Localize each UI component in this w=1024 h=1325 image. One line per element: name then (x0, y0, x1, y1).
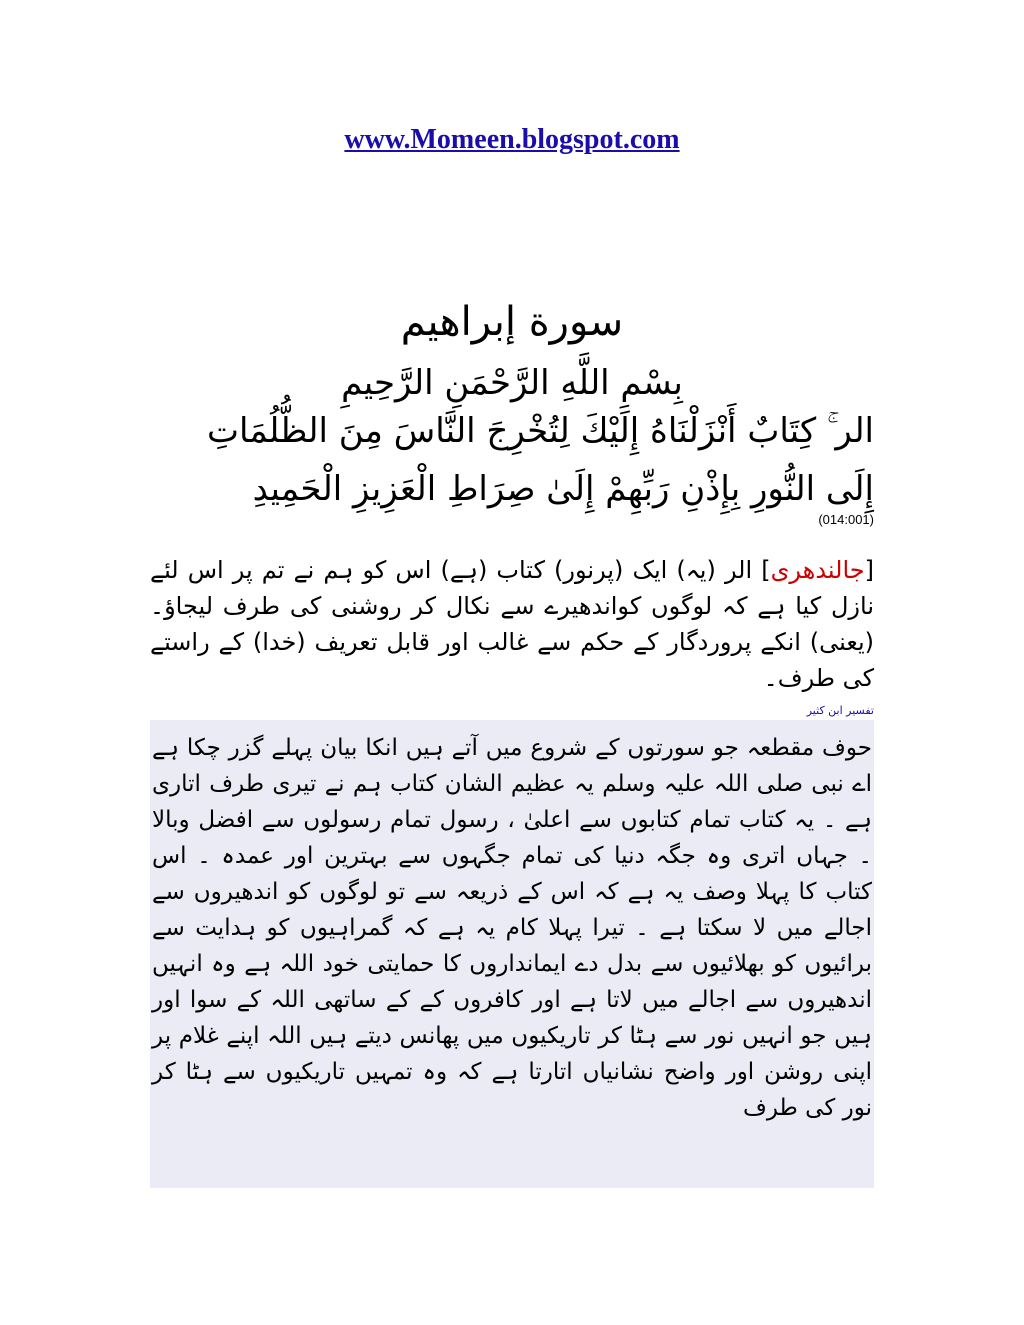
surah-title: سورة إبراهيم (400, 299, 624, 345)
site-link[interactable]: www.Momeen.blogspot.com (344, 124, 680, 155)
translator-name: جالندھری (770, 556, 865, 584)
tafsir-box (150, 720, 874, 1188)
bismillah: بِسْمِ اللَّهِ الرَّحْمَنِ الرَّحِيمِ (341, 363, 683, 403)
translation-paragraph: [جالندھری] الر (یہ) ایک (پرنور) کتاب (ہے) اس کو ہم نے تم پر اس لئے نازل کیا ہے کہ لوگوں کواندھیرے سے نکال کر روشنی کی طرف لیجاؤ۔ (یعنی) انکے پروردگار کے حکم سے غالب اور قابل تعریف (خدا) کے راستے کی طرف۔ (150, 556, 874, 692)
ayah-text: الر ۚ كِتَابٌ أَنْزَلْنَاهُ إِلَيْكَ لِتُخْرِجَ النَّاسَ مِنَ الظُّلُمَاتِ إِلَى النُّورِ بِإِذْنِ رَبِّهِمْ إِلَىٰ صِرَاطِ الْعَزِيزِ الْحَمِيدِ (207, 411, 874, 509)
tafsir-source-link[interactable]: تفسیر ابن کثیر (806, 704, 874, 717)
translation-text: الر (یہ) ایک (پرنور) کتاب (ہے) اس کو ہم نے تم پر اس لئے نازل کیا ہے کہ لوگوں کواندھیرے سے نکال کر روشنی کی طرف لیجاؤ۔ (یعنی) انکے پروردگار کے حکم سے غالب اور قابل تعریف (خدا) کے راستے کی طرف۔ (150, 556, 874, 692)
ayah-reference: (014:001) (818, 512, 874, 527)
tafsir-text: حوف مقطعہ جو سورتوں کے شروع میں آتے ہیں انکا بیان پہلے گزر چکا ہے اے نبی صلی اللہ علیہ وسلم یہ عظیم الشان کتاب ہم نے تیری طرف اتاری ہے ۔ یہ کتاب تمام کتابوں سے اعلیٰ ، رسول تمام رسولوں سے افضل وبالا ۔ جہاں اتری وہ جگہ دنیا کی تمام جگہوں سے بہترین اور عمدہ ۔ اس کتاب کا پہلا وصف یہ ہے کہ اس کے ذریعہ سے تو لوگوں کو اندھیروں سے اجالے میں لا سکتا ہے ۔ تیرا پہلا کام یہ ہے کہ گمراہیوں کو ہدایت سے برائیوں کو بھلائیوں سے بدل دے ایمانداروں کا حمایتی خود اللہ ہے وہ انہیں اندھیروں سے اجالے میں لاتا ہے اور کافروں کے کے ساتھی اللہ کے سوا اور ہیں جو انہیں نور سے ہٹا کر تاریکیوں میں پھانس دیتے ہیں اللہ اپنے غلام پر اپنی روشن اور واضح نشانیاں اتارتا ہے کہ وہ تمہیں تاریکیوں سے ہٹا کر نور کی طرف (152, 735, 872, 1121)
